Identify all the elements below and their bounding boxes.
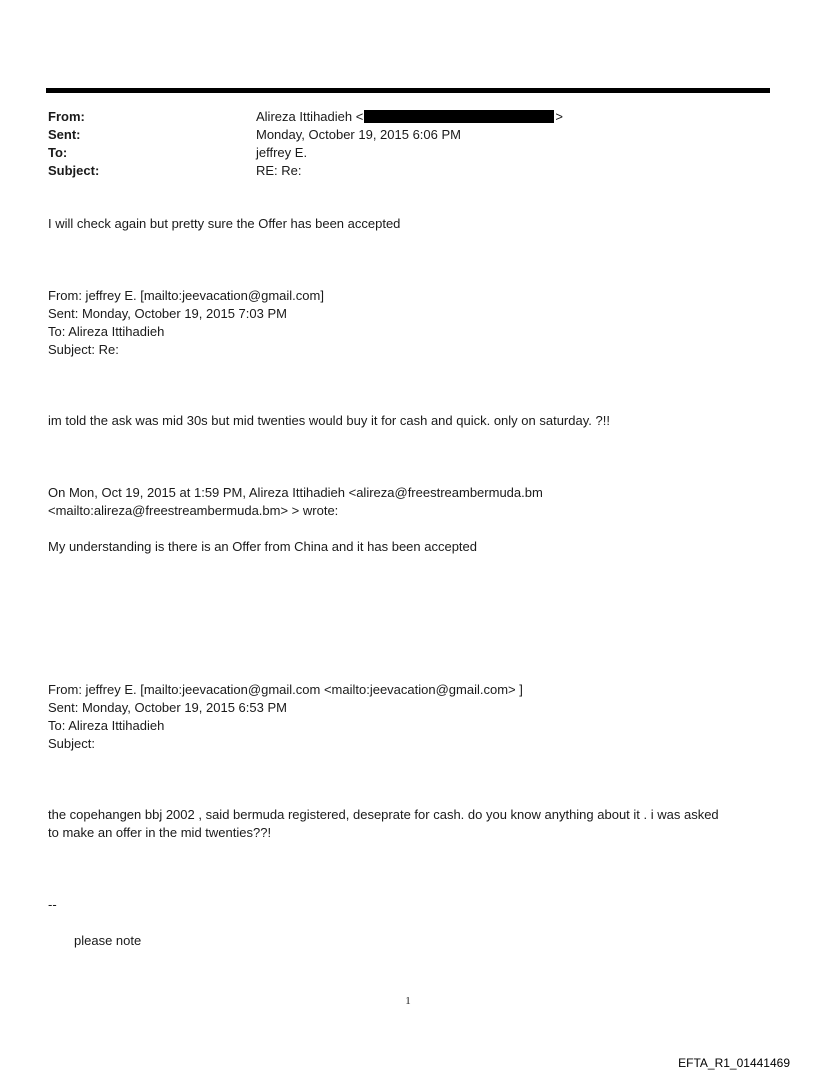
quoted-header-1 (48, 287, 324, 359)
from-close: > (555, 109, 563, 124)
on-wrote-attribution (48, 484, 543, 520)
subject-value: RE: Re: (256, 163, 302, 178)
reply-body: I will check again but pretty sure the Offer has been accepted (48, 216, 401, 231)
body3-line-2: to make an offer in the mid twenties??! (48, 825, 272, 840)
quoted1-sent: Sent: Monday, October 19, 2015 7:03 PM (48, 306, 287, 321)
from-value (256, 108, 563, 126)
quoted1-to: To: Alireza Ittihadieh (48, 324, 165, 339)
sent-label: Sent: (48, 127, 81, 142)
signature-note: please note (74, 933, 142, 948)
sent-value: Monday, October 19, 2015 6:06 PM (256, 127, 461, 142)
redaction-bar (364, 110, 554, 123)
on-wrote-line-1: On Mon, Oct 19, 2015 at 1:59 PM, Alireza Ittihadieh <alireza@freestreambermuda.bm (48, 485, 543, 500)
quoted1-subject: Subject: Re: (48, 342, 119, 357)
quoted2-to: To: Alireza Ittihadieh (48, 718, 165, 733)
quoted2-subject: Subject: (48, 736, 95, 751)
document-id: EFTA_R1_01441469 (678, 1056, 790, 1070)
quoted2-sent: Sent: Monday, October 19, 2015 6:53 PM (48, 700, 287, 715)
header-rule (46, 88, 770, 93)
to-label: To: (48, 145, 68, 160)
quoted2-from: From: jeffrey E. [mailto:jeevacation@gmail.com <mailto:jeevacation@gmail.com> ] (48, 682, 523, 697)
message-body-1: im told the ask was mid 30s but mid twenties would buy it for cash and quick. only on saturday. ?!! (48, 413, 610, 428)
quoted1-from: From: jeffrey E. [mailto:jeevacation@gmail.com] (48, 288, 324, 303)
page-number: 1 (405, 995, 411, 1007)
quoted-header-2 (48, 681, 523, 753)
message-body-3 (48, 806, 719, 842)
on-wrote-line-2: <mailto:alireza@freestreambermuda.bm> > wrote: (48, 503, 339, 518)
from-label: From: (48, 109, 85, 124)
body3-line-1: the copehangen bbj 2002 , said bermuda registered, deseprate for cash. do you know anything about it . i was asked (48, 807, 719, 822)
subject-label: Subject: (48, 163, 100, 178)
message-body-2: My understanding is there is an Offer from China and it has been accepted (48, 539, 478, 554)
from-name: Alireza Ittihadieh < (256, 109, 364, 124)
to-value: jeffrey E. (256, 145, 308, 160)
signature-separator: -- (48, 897, 57, 912)
